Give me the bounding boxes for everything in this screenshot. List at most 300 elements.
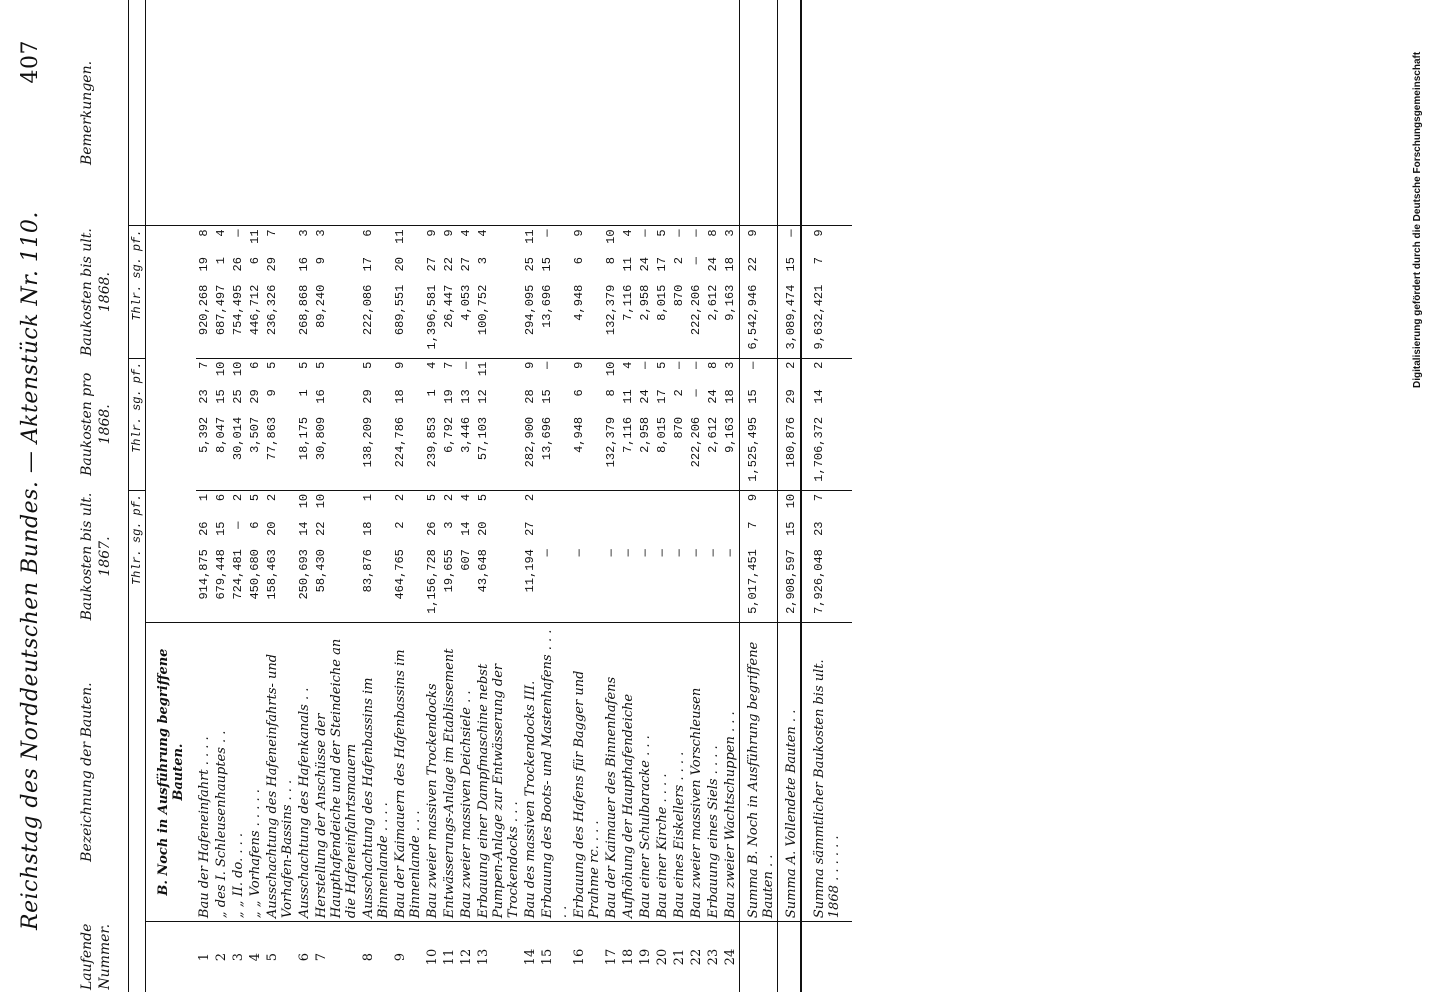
row-remarks — [247, 0, 264, 226]
cost-silbergroschen: 14 — [459, 521, 474, 536]
unit-thlr: Thlr. — [130, 416, 145, 453]
table-row — [360, 0, 392, 992]
cost-silbergroschen: 17 — [655, 257, 670, 272]
cost-pfennig — [705, 490, 722, 518]
cost-thaler: 4,053 — [459, 284, 474, 321]
cost-thaler: 754,495 — [231, 284, 246, 336]
cost-silbergroschen: 22 — [314, 521, 329, 536]
cost-pfennig: 9 — [392, 358, 424, 386]
cost-thaler: 3,089,474 — [778, 282, 802, 359]
cost-silbergroschen: 18 — [361, 521, 376, 536]
cost-silbergroschen: 9 — [314, 257, 329, 265]
cost-thaler: — — [621, 549, 636, 557]
row-number: 14 — [522, 922, 539, 992]
cost-thaler: 2,958 — [638, 416, 653, 453]
col-cost-to-1867: Baukosten bis ult. 1867. — [64, 490, 129, 622]
row-description: „ des I. Schleusenhauptes . . — [213, 623, 230, 922]
cost-pfennig — [637, 490, 654, 518]
cost-silbergroschen — [705, 519, 722, 547]
cost-pfennig: 2 — [522, 490, 539, 518]
cost-thaler: 7,116 — [621, 284, 636, 321]
cost-silbergroschen: 1 — [214, 257, 229, 265]
cost-thaler: 4,948 — [572, 416, 587, 453]
row-number: 8 — [360, 922, 392, 992]
cost-pfennig: 4 — [458, 490, 475, 518]
cost-silbergroschen: 26 — [197, 521, 212, 536]
cost-pfennig: 2 — [801, 358, 852, 386]
cost-silbergroschen: 15 — [214, 389, 229, 404]
row-description: Bau zweier massiven Vorschleusen — [688, 623, 705, 922]
col-number: Laufende Nummer. — [64, 922, 129, 992]
cost-thaler: 914,875 — [197, 549, 212, 600]
cost-thaler: 6,792 — [442, 416, 457, 453]
cost-silbergroschen: 24 — [706, 257, 721, 272]
cost-thaler: — — [655, 549, 670, 557]
row-remarks — [778, 0, 802, 226]
cost-pfennig: 2 — [441, 490, 458, 518]
row-number: 2 — [213, 922, 230, 992]
cost-pfennig: 2 — [264, 490, 296, 518]
cost-pfennig — [688, 490, 705, 518]
cost-pfennig — [539, 490, 571, 518]
cost-thaler: 158,463 — [265, 549, 280, 600]
unit-pf: pf. — [129, 490, 146, 518]
cost-silbergroschen — [603, 519, 620, 547]
table-row — [213, 0, 230, 992]
col-description: Bezeichnung der Bauten. — [64, 623, 129, 922]
table-row — [705, 0, 722, 992]
cost-pfennig: 10 — [313, 490, 360, 518]
cost-thaler: 9,632,421 — [801, 282, 852, 359]
table-row — [247, 0, 264, 992]
row-remarks — [740, 0, 778, 226]
cost-thaler: 3,446 — [459, 416, 474, 453]
cost-silbergroschen: 26 — [425, 521, 440, 536]
cost-thaler: — — [540, 549, 555, 557]
row-number: 7 — [313, 922, 360, 992]
row-remarks — [722, 0, 740, 226]
cost-pfennig: 7 — [196, 358, 213, 386]
cost-silbergroschen: 2 — [393, 521, 408, 529]
row-number: 10 — [424, 922, 441, 992]
unit-thlr: Thlr. — [130, 549, 145, 586]
row-number — [778, 922, 802, 992]
cost-thaler: — — [706, 549, 721, 557]
cost-silbergroschen: 19 — [197, 257, 212, 272]
cost-thaler: 83,876 — [361, 549, 376, 593]
cost-thaler: 13,696 — [540, 284, 555, 328]
cost-silbergroschen: 17 — [655, 389, 670, 404]
cost-pfennig: — — [778, 226, 802, 254]
cost-pfennig: 6 — [360, 226, 392, 254]
cost-silbergroschen: 18 — [723, 389, 738, 404]
row-number: 5 — [264, 922, 296, 992]
row-description: Summa A. Vollendete Bauten . . — [778, 623, 802, 922]
table-row — [571, 0, 603, 992]
cost-thaler: — — [689, 549, 704, 557]
cost-pfennig: 11 — [522, 226, 539, 254]
unit-pf: pf. — [129, 358, 146, 386]
table-row — [620, 0, 637, 992]
table-row — [539, 0, 571, 992]
cost-silbergroschen: 3 — [476, 257, 491, 265]
cost-pfennig: 3 — [722, 358, 740, 386]
row-remarks — [213, 0, 230, 226]
row-description: Bau zweier massiven Deichsiele . . — [458, 623, 475, 922]
cost-silbergroschen: 12 — [476, 389, 491, 404]
cost-thaler: 2,612 — [706, 284, 721, 321]
cost-thaler: 236,326 — [265, 284, 280, 336]
cost-pfennig: 4 — [424, 358, 441, 386]
cost-thaler: 7,116 — [621, 416, 636, 453]
cost-pfennig: 3 — [313, 226, 360, 254]
cost-thaler: 464,765 — [393, 549, 408, 600]
cost-thaler: 687,497 — [214, 284, 229, 336]
row-remarks — [688, 0, 705, 226]
row-remarks — [196, 0, 213, 226]
row-number: 9 — [392, 922, 424, 992]
row-description: Bau eines Eiskellers . . . . — [671, 623, 688, 922]
row-description: „ „ II. do. . . . — [230, 623, 247, 922]
cost-silbergroschen — [671, 519, 688, 547]
cost-thaler: 180,876 — [778, 414, 802, 491]
row-number: 1 — [196, 922, 213, 992]
cost-pfennig: 5 — [654, 358, 671, 386]
cost-thaler: 9,163 — [723, 284, 738, 321]
cost-silbergroschen: 7 — [740, 519, 778, 547]
cost-thaler: 1,396,581 — [425, 284, 440, 350]
table-row — [424, 0, 441, 992]
row-description: Bau der Hafeneinfahrt . . . . — [196, 623, 213, 922]
row-description: Bau der Kaimauern des Hafenbassins im Binnenlande . . . — [392, 623, 424, 922]
cost-silbergroschen: 6 — [248, 257, 263, 265]
cost-pfennig: — — [671, 358, 688, 386]
cost-thaler: 268,868 — [297, 284, 312, 336]
row-remarks — [360, 0, 392, 226]
sum-row — [740, 0, 778, 992]
row-number: 4 — [247, 922, 264, 992]
cost-silbergroschen: 3 — [442, 521, 457, 529]
col-remarks: Bemerkungen. — [64, 0, 129, 226]
cost-thaler: 26,447 — [442, 284, 457, 328]
cost-thaler: 11,194 — [523, 549, 538, 593]
cost-pfennig: 10 — [603, 358, 620, 386]
row-number: 18 — [620, 922, 637, 992]
cost-thaler: 77,863 — [265, 416, 280, 461]
cost-pfennig: 8 — [196, 226, 213, 254]
cost-silbergroschen: 24 — [706, 389, 721, 404]
cost-thaler: 100,752 — [476, 284, 491, 336]
cost-silbergroschen: 15 — [778, 254, 802, 282]
cost-silbergroschen: 22 — [442, 257, 457, 272]
row-remarks — [620, 0, 637, 226]
cost-silbergroschen: 15 — [214, 521, 229, 536]
cost-silbergroschen: 29 — [778, 386, 802, 414]
cost-thaler: 8,047 — [214, 416, 229, 453]
table-row — [392, 0, 424, 992]
table-row — [296, 0, 313, 992]
cost-pfennig: 4 — [458, 226, 475, 254]
row-description: Herstellung der Anschüsse der Haupthafendeiche und der Steindeiche an die Hafeneinfahrtsmauern — [313, 623, 360, 922]
cost-thaler: 4,948 — [572, 284, 587, 321]
cost-silbergroschen — [688, 519, 705, 547]
table-row — [522, 0, 539, 992]
cost-silbergroschen: 13 — [459, 389, 474, 404]
cost-pfennig: 5 — [424, 490, 441, 518]
row-remarks — [539, 0, 571, 226]
unit-sgr: sg. — [130, 521, 145, 544]
cost-thaler: 222,086 — [361, 284, 376, 336]
row-number: 15 — [539, 922, 571, 992]
cost-pfennig: 11 — [392, 226, 424, 254]
cost-thaler: 1,156,728 — [425, 549, 440, 614]
cost-pfennig: 9 — [441, 226, 458, 254]
cost-thaler: 132,379 — [604, 416, 619, 468]
cost-silbergroschen: 11 — [621, 257, 636, 272]
row-description: Ausschachtung des Hafeneinfahrts- und Vorhafen-Bassins . . . — [264, 623, 296, 922]
section-title: B. Noch in Ausführung begriffene Bauten. — [146, 623, 197, 922]
cost-silbergroschen: 15 — [740, 386, 778, 414]
cost-pfennig — [671, 490, 688, 518]
row-description: Ausschachtung des Hafenkanals . . — [296, 623, 313, 922]
cost-pfennig: 9 — [571, 358, 603, 386]
cost-pfennig: 7 — [801, 490, 852, 518]
row-description: Entwässerungs-Anlage im Etablissement — [441, 623, 458, 922]
page-title: Reichstag des Norddeutschen Bundes. — Aktenstück Nr. 110. — [18, 211, 43, 930]
cost-pfennig: 9 — [522, 358, 539, 386]
row-description: Summa B. Noch in Ausführung begriffene Bauten . . — [740, 623, 778, 922]
grand-total-row — [801, 0, 852, 992]
row-description: „ „ Vorhafens . . . . . — [247, 623, 264, 922]
cost-pfennig: — — [637, 226, 654, 254]
row-description: Summa sämmtlicher Baukosten bis ult. 1868 . . . . . . — [801, 623, 852, 922]
row-remarks — [637, 0, 654, 226]
table-row — [722, 0, 740, 992]
cost-pfennig: 7 — [264, 226, 296, 254]
cost-thaler: 2,908,597 — [778, 546, 802, 623]
cost-pfennig: — — [671, 226, 688, 254]
cost-pfennig: — — [230, 226, 247, 254]
row-number: 13 — [475, 922, 522, 992]
cost-pfennig: 6 — [213, 490, 230, 518]
row-remarks — [522, 0, 539, 226]
table-row — [196, 0, 213, 992]
cost-silbergroschen: 15 — [778, 519, 802, 547]
cost-silbergroschen: 20 — [393, 257, 408, 272]
row-description: Bau zweier Wachtschuppen . . . — [722, 623, 740, 922]
cost-thaler: 446,712 — [248, 284, 263, 336]
cost-thaler: 1,525,495 — [740, 414, 778, 491]
cost-silbergroschen: 26 — [231, 257, 246, 272]
cost-thaler: 138,209 — [361, 416, 376, 468]
row-description: Erbauung einer Dampfmaschine nebst Pumpen-Anlage zur Entwässerung der Trockendocks . . . — [475, 623, 522, 922]
cost-silbergroschen: 1 — [425, 389, 440, 397]
table-row — [671, 0, 688, 992]
cost-thaler: 222,206 — [689, 284, 704, 336]
cost-thaler: 222,206 — [689, 416, 704, 468]
row-number: 11 — [441, 922, 458, 992]
cost-silbergroschen: 8 — [604, 389, 619, 397]
cost-silbergroschen: 6 — [248, 521, 263, 529]
cost-pfennig: 2 — [392, 490, 424, 518]
cost-pfennig: — — [539, 358, 571, 386]
cost-silbergroschen: 29 — [248, 389, 263, 404]
row-description: Ausschachtung des Hafenbassins im Binnenlande . . . . — [360, 623, 392, 922]
cost-pfennig: 5 — [247, 490, 264, 518]
cost-pfennig: 5 — [475, 490, 522, 518]
cost-silbergroschen: 23 — [197, 389, 212, 404]
row-remarks — [475, 0, 522, 226]
table-row — [688, 0, 705, 992]
row-description: Bau des massiven Trockendocks III. — [522, 623, 539, 922]
row-number — [740, 922, 778, 992]
section-row — [146, 0, 197, 992]
cost-pfennig: 9 — [801, 226, 852, 254]
cost-thaler: 57,103 — [476, 416, 491, 461]
cost-thaler: — — [604, 549, 619, 557]
cost-pfennig: 9 — [424, 226, 441, 254]
cost-pfennig — [603, 490, 620, 518]
cost-pfennig: 5 — [264, 358, 296, 386]
cost-pfennig: 4 — [213, 226, 230, 254]
cost-pfennig: 10 — [230, 358, 247, 386]
cost-pfennig: — — [539, 226, 571, 254]
cost-silbergroschen: 6 — [572, 389, 587, 397]
cost-thaler: 689,551 — [393, 284, 408, 336]
cost-silbergroschen: 22 — [740, 254, 778, 282]
row-remarks — [705, 0, 722, 226]
cost-silbergroschen: 18 — [393, 389, 408, 404]
cost-silbergroschen: — — [689, 389, 704, 397]
cost-pfennig: 1 — [196, 490, 213, 518]
cost-silbergroschen: 20 — [265, 521, 280, 536]
unit-sgr: sg. — [130, 257, 145, 279]
cost-pfennig — [571, 490, 603, 518]
unit-sgr: sg. — [130, 389, 145, 411]
cost-silbergroschen: 8 — [604, 257, 619, 265]
row-number: 20 — [654, 922, 671, 992]
cost-thaler: 450,680 — [248, 549, 263, 600]
cost-pfennig — [620, 490, 637, 518]
row-description: Bau zweier massiven Trockendocks — [424, 623, 441, 922]
row-remarks — [264, 0, 296, 226]
row-remarks — [571, 0, 603, 226]
cost-silbergroschen: 24 — [638, 257, 653, 272]
cost-pfennig: 10 — [778, 490, 802, 518]
cost-thaler: 250,693 — [297, 549, 312, 600]
cost-pfennig: 9 — [740, 226, 778, 254]
cost-pfennig: 5 — [313, 358, 360, 386]
cost-thaler: 294,095 — [523, 284, 538, 336]
cost-thaler: 6,542,946 — [740, 282, 778, 359]
cost-silbergroschen: 9 — [265, 389, 280, 397]
col-cost-to-1868: Baukosten bis ult. 1868. — [64, 226, 129, 358]
cost-thaler: 7,926,048 — [801, 546, 852, 623]
cost-pfennig: 5 — [296, 358, 313, 386]
cost-silbergroschen: 25 — [231, 389, 246, 404]
cost-silbergroschen: 16 — [297, 257, 312, 272]
page-header — [18, 40, 58, 930]
cost-thaler: 870 — [672, 284, 687, 307]
cost-thaler: — — [672, 549, 687, 557]
cost-silbergroschen: 2 — [672, 389, 687, 397]
cost-pfennig: 9 — [571, 226, 603, 254]
cost-silbergroschen: 29 — [361, 389, 376, 404]
cost-pfennig — [654, 490, 671, 518]
cost-pfennig: 11 — [247, 226, 264, 254]
cost-silbergroschen: 14 — [297, 521, 312, 536]
cost-silbergroschen: 29 — [265, 257, 280, 272]
row-number: 23 — [705, 922, 722, 992]
sum-row — [778, 0, 802, 992]
cost-thaler: 282,900 — [523, 416, 538, 468]
cost-thaler: 132,379 — [604, 284, 619, 336]
cost-pfennig: 2 — [230, 490, 247, 518]
row-number: 3 — [230, 922, 247, 992]
cost-silbergroschen: 1 — [297, 389, 312, 397]
cost-thaler: — — [723, 549, 738, 557]
row-number: 19 — [637, 922, 654, 992]
cost-thaler: 3,507 — [248, 416, 263, 453]
cost-silbergroschen: 27 — [459, 257, 474, 272]
cost-thaler: 9,163 — [723, 416, 738, 453]
row-number: 24 — [722, 922, 740, 992]
cost-silbergroschen: 23 — [801, 519, 852, 547]
cost-thaler: — — [572, 549, 587, 557]
cost-pfennig: 8 — [705, 226, 722, 254]
cost-thaler: 239,853 — [425, 416, 440, 468]
cost-silbergroschen: 27 — [523, 521, 538, 536]
row-remarks — [230, 0, 247, 226]
unit-header-row — [129, 0, 146, 992]
table-row — [441, 0, 458, 992]
cost-pfennig — [722, 490, 740, 518]
row-remarks — [801, 0, 852, 226]
cost-silbergroschen: 28 — [523, 389, 538, 404]
cost-pfennig: 4 — [620, 358, 637, 386]
cost-silbergroschen: 19 — [442, 389, 457, 404]
col-cost-1868: Baukosten pro 1868. — [64, 358, 129, 490]
cost-pfennig: 1 — [360, 490, 392, 518]
table-header-row — [64, 0, 129, 992]
cost-silbergroschen: 15 — [540, 257, 555, 272]
row-remarks — [392, 0, 424, 226]
cost-silbergroschen: 11 — [621, 389, 636, 404]
row-remarks — [441, 0, 458, 226]
cost-pfennig: 10 — [603, 226, 620, 254]
cost-thaler: 679,448 — [214, 549, 229, 600]
cost-silbergroschen — [620, 519, 637, 547]
cost-thaler: 18,175 — [297, 416, 312, 461]
cost-silbergroschen: 17 — [361, 257, 376, 272]
cost-silbergroschen: 20 — [476, 521, 491, 536]
table-row — [313, 0, 360, 992]
cost-thaler: 5,017,451 — [740, 546, 778, 623]
row-remarks — [313, 0, 360, 226]
cost-thaler: 2,958 — [638, 284, 653, 321]
unit-thlr: Thlr. — [130, 284, 145, 321]
cost-thaler: 870 — [672, 416, 687, 439]
row-remarks — [296, 0, 313, 226]
cost-pfennig: 3 — [722, 226, 740, 254]
unit-pf: pf. — [129, 226, 146, 254]
cost-pfennig: 10 — [213, 358, 230, 386]
cost-thaler: 724,481 — [231, 549, 246, 600]
cost-thaler: 30,014 — [231, 416, 246, 461]
cost-silbergroschen — [722, 519, 740, 547]
cost-table — [64, 0, 852, 992]
row-number: 12 — [458, 922, 475, 992]
